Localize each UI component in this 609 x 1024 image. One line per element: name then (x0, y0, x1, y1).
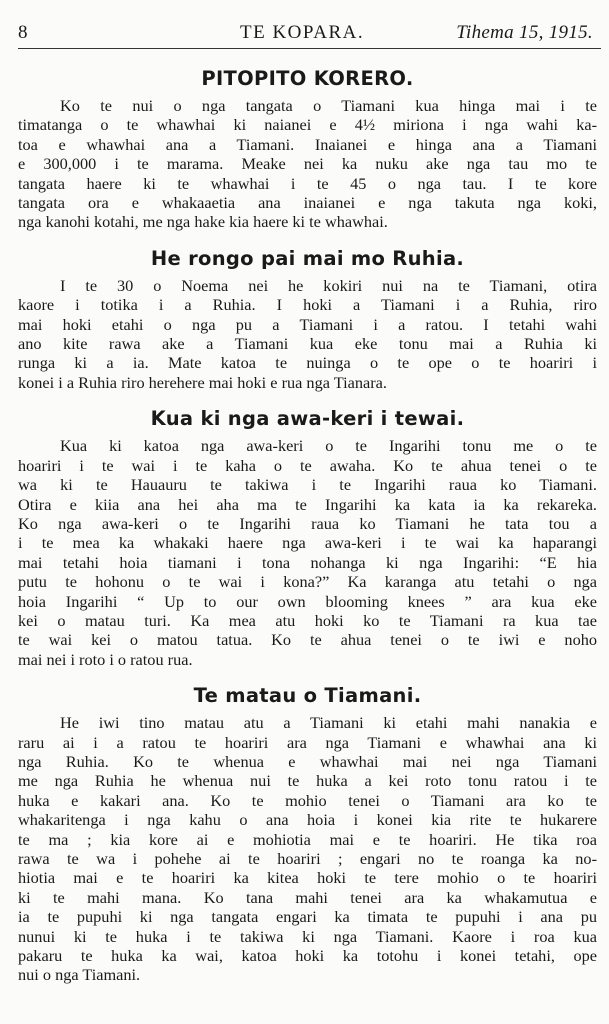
article-column (18, 66, 597, 985)
text-line: me nga Ruhia he whenua nui te huka a kei roto tonu ratou i te (18, 771, 597, 791)
article-body (18, 436, 597, 669)
text-line: Otira e kiia ana hei aha ma te Ingarihi ka kata ia ka rekareka. (18, 494, 597, 514)
text-line: mai hoki etahi o nga pu a Tiamani i a ratou. I tetahi wahi (18, 314, 597, 334)
article-title: PITOPITO KORERO. (201, 67, 414, 90)
text-line: ki te mahi mana. Ko tana mahi tenei ara ka whakamutua e (18, 887, 597, 907)
text-line: wa ki te Hauauru te takiwa i te Ingarihi raua ko Tiamani. (18, 475, 597, 495)
article-title: He rongo pai mai mo Ruhia. (150, 246, 465, 270)
text-line: hoariri i te wai i te kaha o te awaha. Ko te ahua tenei o te (18, 455, 597, 475)
text-line: putu te hohonu o te wai i kona?” Ka karanga atu tetahi o nga (18, 572, 597, 592)
text-line: nui o nga Tiamani. (18, 965, 141, 985)
text-line: tangata haere ki te whawhai i te 45 o nga tau. I te kore (18, 173, 597, 193)
article-body (18, 713, 597, 985)
text-line: timatanga o te whawhai ki naianei e 4½ miriona i nga wahi ka- (18, 115, 597, 135)
text-line: raru ai i a ratou te hoariri ara nga Tiamani e whawhai ana ki (18, 732, 597, 752)
text-line: kei o matau turi. Ka mea atu hoki ko te Tiamani ra kua tae (18, 610, 597, 630)
text-line: kaore i totika i a Ruhia. I hoki a Tiamani i a Ruhia, riro (18, 295, 597, 315)
text-line: toa e whawhai ana a Tiamani. Inaianei e hinga ana a Tiamani (18, 134, 597, 154)
text-line: runga ki a ia. Mate katoa te nuinga o te ope o te hoariri i (18, 353, 597, 373)
text-line: hiotia mai e te hoariri ka kitea hoki te tere mohio o te hoariri (18, 868, 597, 888)
page-number: 8 (18, 22, 28, 43)
article-title: Kua ki nga awa-keri i tewai. (150, 407, 465, 431)
text-line: te wai kei o matou tatua. Ko te ahua tenei o te iwi e noho (18, 630, 597, 650)
text-line: nunui ki te huka i te takiwa ki nga Tiamani. Kaore i roa kua (18, 926, 597, 946)
text-line: tangata ora e whakaaetia ana inaianei e nga takuta nga koki, (18, 193, 597, 213)
text-line: huka e kakari ana. Ko te mohio tenei o Tiamani ara ko te (18, 790, 597, 810)
text-line: ano kite rawa ake a Tiamani kua eke tonu mai a Ruhia ki (18, 334, 597, 354)
text-line: hoia Ingarihi “ Up to our own blooming knees ” ara kua eke (18, 591, 597, 611)
text-line: He iwi tino matau atu a Tiamani ki etahi mahi nanakia e (60, 713, 597, 733)
text-line: rawa te wa i pohehe ai te hoariri ; engari no te roanga ka no- (18, 849, 597, 868)
text-line: pakaru te huka ka wai, katoa hoki ka totohu i konei tetahi, ope (18, 946, 597, 966)
article (18, 406, 597, 669)
text-line: Ko nga awa-keri o te Ingarihi raua ko Tiamani he tata tou a (18, 513, 597, 533)
article-gap (18, 669, 597, 683)
text-line: Ko te nui o nga tangata o Tiamani kua hinga mai i te (60, 96, 597, 115)
header-rule (18, 48, 601, 49)
publication-title: TE KOPARA. (240, 22, 365, 43)
article-gap (18, 392, 597, 406)
text-line: Kua ki katoa nga awa-keri o te Ingarihi tonu me o te (60, 436, 597, 456)
text-line: mai nei i roto i o ratou rua. (18, 649, 193, 669)
issue-date: Tihema 15, 1915. (456, 22, 593, 43)
text-line: te ma ; kia kore ai e mohiotia mai e te hoariri. He tika roa (18, 829, 597, 849)
article-body (18, 276, 597, 392)
article (18, 246, 597, 392)
article-body (18, 96, 597, 232)
text-line: konei i a Ruhia riro herehere mai hoki e rua nga Tianara. (18, 372, 387, 392)
text-line: I te 30 o Noema nei he kokiri nui na te Tiamani, otira (60, 275, 597, 295)
text-line: mai tetahi hoia tiamani i tona nohanga ki nga Ingarihi: “E hia (18, 552, 597, 572)
text-line: ia te pupuhi ki nga tangata engari ka timata te pupuhi i ana pu (18, 907, 597, 927)
running-head (18, 22, 599, 48)
article-title: Te matau o Tiamani. (193, 684, 422, 708)
text-line: whakaritenga i nga kahu o ana hoia i konei kia rite te hukarere (18, 810, 597, 830)
text-line: nga kanohi kotahi, me nga hake kia haere ki te whawhai. (18, 212, 388, 232)
text-line: nga Ruhia. Ko te whenua e whawhai mai nei nga Tiamani (18, 751, 597, 771)
article (18, 683, 597, 985)
text-line: e 300,000 i te marama. Meake nei ka nuku ake nga tau mo te (18, 154, 597, 174)
article (18, 66, 597, 232)
text-line: i te mea ka whakaki haere nga awa-keri i te wai ka haparangi (18, 533, 597, 553)
article-gap (18, 232, 597, 246)
